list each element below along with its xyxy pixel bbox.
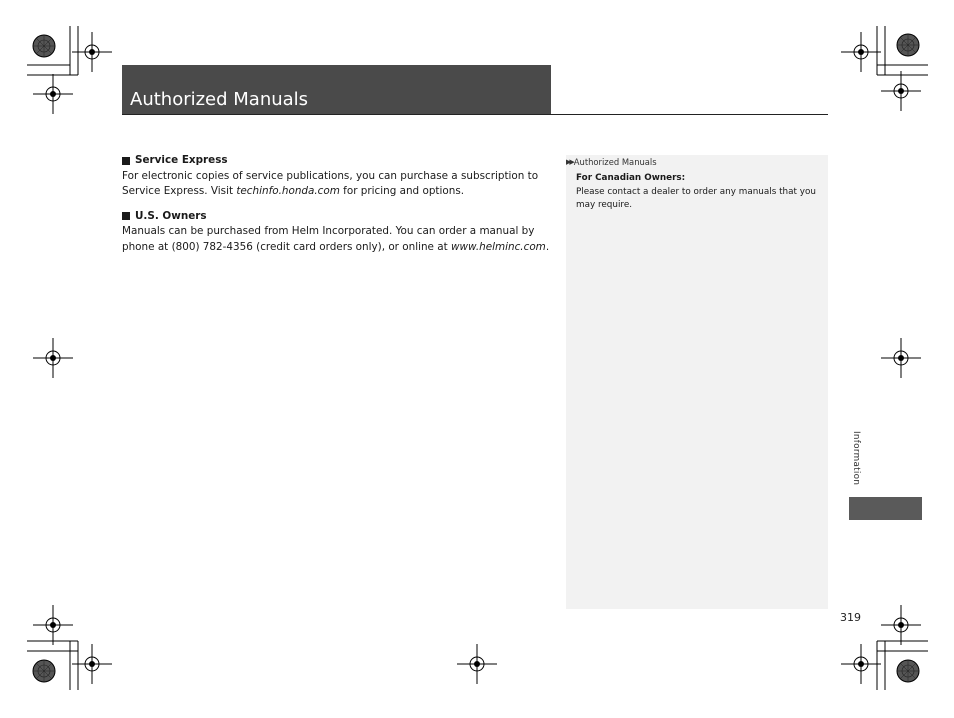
page-title: Authorized Manuals	[130, 89, 309, 110]
double-chevron-icon: ▶▶	[566, 158, 573, 166]
side-heading: For Canadian Owners:	[576, 173, 686, 183]
section-body: Manuals can be purchased from Helm Incorporated. You can order a manual by phone at (800) 782-4356 (credit card orders only), or online at www.helminc.com.	[122, 225, 550, 253]
header-rule	[122, 114, 828, 115]
service-express-link[interactable]: techinfo.honda.com	[236, 185, 340, 197]
main-content	[122, 153, 554, 264]
side-note-panel	[566, 155, 828, 609]
section-tab-label: Information	[851, 431, 861, 486]
square-bullet-icon	[122, 157, 130, 165]
section-heading: U.S. Owners	[122, 209, 554, 225]
page-number: 319	[840, 611, 861, 624]
helm-link[interactable]: www.helminc.com	[451, 240, 546, 253]
header-bar	[122, 65, 551, 115]
section-tab-block	[849, 497, 922, 520]
section-service-express	[122, 153, 554, 200]
section-heading: Service Express	[122, 153, 554, 169]
section-us-owners	[122, 209, 554, 256]
side-body: Please contact a dealer to order any manuals that you may require.	[576, 187, 816, 210]
square-bullet-icon	[122, 212, 130, 220]
side-reference[interactable]: ▶▶ Authorized Manuals	[566, 157, 657, 167]
section-body: For electronic copies of service publications, you can purchase a subscription to Service Express. Visit techinfo.honda.com for pricing and options.	[122, 169, 539, 197]
